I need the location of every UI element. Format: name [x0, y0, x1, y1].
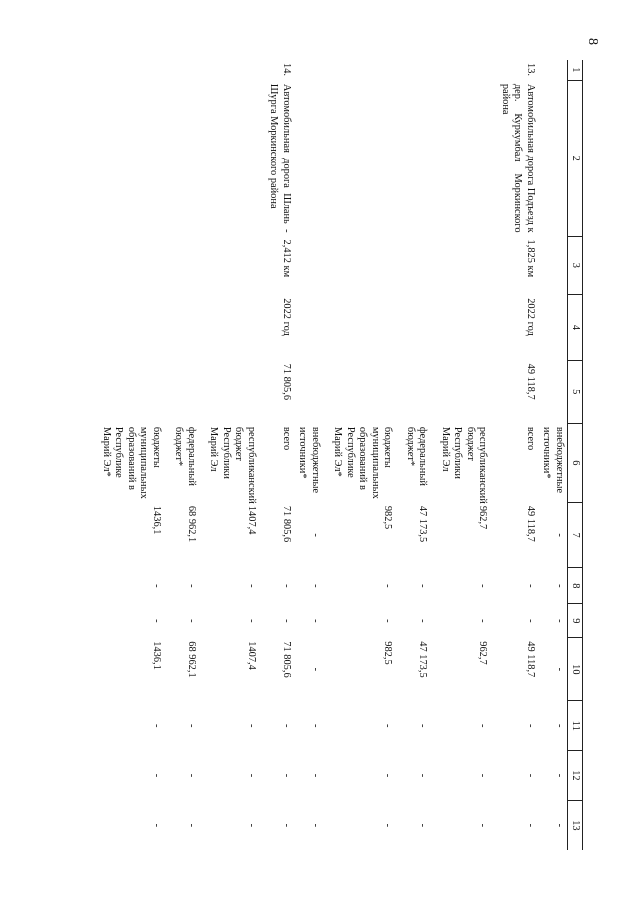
- value-c10: 1407,4: [245, 641, 257, 670]
- value-c10: 68 962,1: [185, 641, 197, 678]
- column-header-6: 6: [567, 423, 582, 502]
- value-c13: -: [553, 823, 565, 828]
- empty-cell: [329, 60, 401, 80]
- financing-table-wrapper: [100, 60, 583, 850]
- table-row: [401, 60, 436, 850]
- value-c8: -: [150, 584, 162, 588]
- value-c9: -: [524, 619, 536, 623]
- column-header-4: 4: [567, 295, 582, 360]
- value-c9: -: [553, 619, 565, 623]
- empty-cell: [205, 80, 265, 236]
- empty-cell: [98, 360, 170, 423]
- value-c10: 49 118,7: [524, 641, 536, 678]
- value-c9: -: [185, 619, 197, 623]
- value-c11: -: [309, 724, 321, 728]
- empty-cell: [205, 360, 265, 423]
- empty-cell: [170, 60, 205, 80]
- empty-cell: [401, 80, 436, 236]
- column-header-9: 9: [567, 604, 582, 638]
- value-c13: -: [524, 823, 536, 828]
- table-row: [98, 60, 170, 850]
- value-c8: -: [185, 584, 197, 588]
- empty-cell: [205, 236, 265, 295]
- empty-cell: [205, 295, 265, 360]
- table-row: [265, 60, 294, 850]
- value-c7: 1407,4: [245, 505, 257, 535]
- table-header: [567, 60, 582, 850]
- value-c7: 982,5: [382, 505, 394, 530]
- value-c11: -: [185, 724, 197, 728]
- empty-cell: [98, 60, 170, 80]
- column-number-row: [567, 60, 582, 850]
- value-c11: -: [280, 724, 292, 728]
- empty-cell: [401, 236, 436, 295]
- empty-cell: [329, 236, 401, 295]
- value-c9: -: [280, 619, 292, 623]
- value-c12: -: [417, 773, 429, 778]
- column-header-12: 12: [567, 751, 582, 801]
- value-c9: -: [245, 619, 257, 623]
- value-c12: -: [382, 773, 394, 778]
- object-number: [538, 60, 567, 80]
- empty-cell: [170, 295, 205, 360]
- value-c12: -: [477, 773, 489, 778]
- value-c7: 71 805,6: [280, 505, 292, 543]
- value-c11: -: [524, 724, 536, 728]
- value-c13: -: [280, 823, 292, 828]
- column-header-11: 11: [567, 701, 582, 751]
- empty-cell: [98, 80, 170, 236]
- value-c11: -: [553, 724, 565, 728]
- empty-cell: [329, 80, 401, 236]
- page-number: 8: [585, 38, 600, 45]
- table-row: [205, 60, 265, 850]
- value-c13: -: [309, 823, 321, 828]
- value-c13: -: [382, 823, 394, 828]
- funding-source: федеральный бюджет*: [404, 426, 429, 486]
- empty-cell: [401, 60, 436, 80]
- column-header-7: 7: [567, 502, 582, 567]
- empty-cell: [436, 360, 496, 423]
- funding-source: внебюджетные источники*: [541, 426, 565, 494]
- empty-cell: [294, 60, 329, 80]
- value-c11: -: [150, 724, 162, 728]
- value-c12: -: [150, 773, 162, 778]
- empty-cell: [401, 295, 436, 360]
- column-header-2: 2: [567, 80, 582, 236]
- funding-source: внебюджетные источники*: [297, 426, 321, 494]
- value-c7: -: [309, 533, 321, 537]
- table-row: [496, 60, 537, 850]
- object-total: 49 118,7: [524, 363, 536, 400]
- column-header-3: 3: [567, 236, 582, 295]
- empty-cell: [294, 80, 329, 236]
- value-c8: -: [309, 584, 321, 588]
- funding-source: республиканский бюджет Республики Марий Эл: [439, 426, 489, 504]
- value-c13: -: [477, 823, 489, 828]
- object-number: 14.: [280, 63, 292, 76]
- value-c8: -: [280, 584, 292, 588]
- empty-cell: [294, 236, 329, 295]
- value-c11: -: [477, 724, 489, 728]
- value-c9: -: [150, 619, 162, 623]
- value-c13: -: [185, 823, 197, 828]
- object-year: [538, 295, 567, 360]
- empty-cell: [170, 360, 205, 423]
- column-header-5: 5: [567, 360, 582, 423]
- object-length: 2,412 км: [280, 239, 292, 278]
- empty-cell: [436, 236, 496, 295]
- financing-table: [98, 60, 584, 850]
- value-c9: -: [477, 619, 489, 623]
- object-year: 2022 год: [280, 298, 292, 336]
- object-name: Автомобильная дорога Подъезд к дер. Куркумбал Моркинского района: [499, 83, 536, 233]
- value-c8: -: [417, 584, 429, 588]
- object-total: 71 805,6: [280, 363, 292, 401]
- funding-source: бюджеты муниципальных образований в Республике Марий Эл*: [100, 426, 162, 499]
- table-row: [170, 60, 205, 850]
- value-c12: -: [280, 773, 292, 778]
- object-year: 2022 год: [524, 298, 536, 336]
- value-c10: -: [553, 667, 565, 672]
- column-header-1: 1: [567, 60, 582, 80]
- table-row: [294, 60, 329, 850]
- table-row: [436, 60, 496, 850]
- value-c11: -: [245, 724, 257, 728]
- value-c7: 68 962,1: [185, 505, 197, 543]
- object-length: [538, 236, 567, 295]
- empty-cell: [436, 80, 496, 236]
- value-c13: -: [417, 823, 429, 828]
- value-c9: -: [309, 619, 321, 623]
- empty-cell: [294, 360, 329, 423]
- column-header-10: 10: [567, 638, 582, 701]
- value-c7: 1436,1: [150, 505, 162, 535]
- funding-source: бюджеты муниципальных образований в Республике Марий Эл*: [332, 426, 394, 499]
- funding-source: всего: [524, 426, 536, 451]
- funding-source: всего: [280, 426, 292, 451]
- empty-cell: [329, 295, 401, 360]
- empty-cell: [401, 360, 436, 423]
- value-c10: 982,5: [382, 641, 394, 665]
- value-c10: 1436,1: [150, 641, 162, 670]
- empty-cell: [170, 236, 205, 295]
- funding-source: республиканский бюджет Республики Марий Эл: [208, 426, 257, 504]
- value-c13: -: [150, 823, 162, 828]
- empty-cell: [98, 295, 170, 360]
- object-name: [538, 80, 567, 236]
- empty-cell: [436, 295, 496, 360]
- value-c8: -: [524, 584, 536, 588]
- object-name: Автомобильная дорога Шлань - Шурга Моркинского района: [268, 83, 292, 233]
- value-c12: -: [553, 773, 565, 778]
- value-c10: -: [309, 667, 321, 672]
- table-row: [329, 60, 401, 850]
- object-total: [538, 360, 567, 423]
- value-c12: -: [524, 773, 536, 778]
- value-c7: 47 173,5: [417, 505, 429, 543]
- value-c8: -: [382, 584, 394, 588]
- value-c9: -: [417, 619, 429, 623]
- value-c13: -: [245, 823, 257, 828]
- value-c9: -: [382, 619, 394, 623]
- value-c12: -: [309, 773, 321, 778]
- object-number: 13.: [524, 63, 536, 76]
- table-body: [98, 60, 568, 850]
- column-header-13: 13: [567, 800, 582, 850]
- empty-cell: [294, 295, 329, 360]
- value-c12: -: [245, 773, 257, 778]
- value-c7: 962,7: [477, 505, 489, 530]
- value-c12: -: [185, 773, 197, 778]
- empty-cell: [205, 60, 265, 80]
- value-c10: 47 173,5: [417, 641, 429, 678]
- empty-cell: [436, 60, 496, 80]
- value-c10: 962,7: [477, 641, 489, 665]
- empty-cell: [170, 80, 205, 236]
- value-c7: -: [553, 533, 565, 537]
- funding-source: федеральный бюджет*: [173, 426, 197, 486]
- value-c8: -: [245, 584, 257, 588]
- value-c8: -: [553, 584, 565, 588]
- value-c8: -: [477, 584, 489, 588]
- column-header-8: 8: [567, 568, 582, 604]
- value-c7: 49 118,7: [524, 505, 536, 542]
- value-c11: -: [382, 724, 394, 728]
- object-length: 1,825 км: [524, 239, 536, 278]
- value-c11: -: [417, 724, 429, 728]
- empty-cell: [329, 360, 401, 423]
- empty-cell: [98, 236, 170, 295]
- table-row: [538, 60, 567, 850]
- value-c10: 71 805,6: [280, 641, 292, 678]
